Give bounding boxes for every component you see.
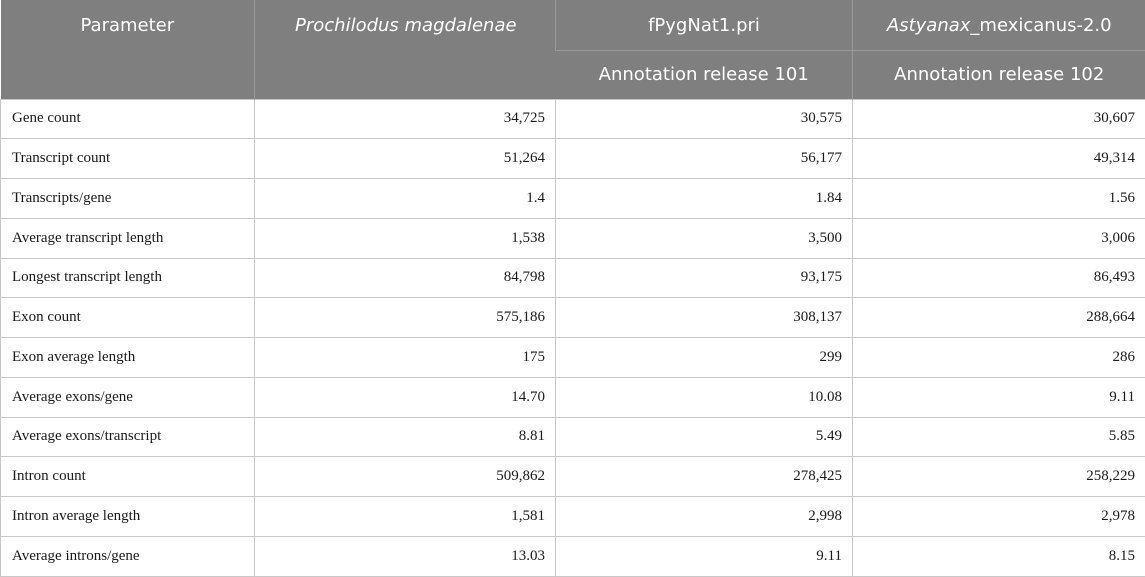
table-row <box>1 218 1145 258</box>
cell-prochilodus: 51,264 <box>255 139 556 179</box>
cell-astyanax: 5.85 <box>853 417 1145 457</box>
header-parameter: Parameter <box>1 0 255 99</box>
cell-fpygnat: 56,177 <box>556 139 853 179</box>
row-label: Intron average length <box>1 497 255 537</box>
cell-fpygnat: 3,500 <box>556 218 853 258</box>
cell-fpygnat: 5.49 <box>556 417 853 457</box>
table-row <box>1 457 1145 497</box>
table-row <box>1 338 1145 378</box>
row-label: Intron count <box>1 457 255 497</box>
cell-astyanax: 288,664 <box>853 298 1145 338</box>
row-label: Average transcript length <box>1 218 255 258</box>
row-label: Average introns/gene <box>1 536 255 576</box>
cell-astyanax: 9.11 <box>853 377 1145 417</box>
table-row <box>1 536 1145 576</box>
cell-astyanax: 30,607 <box>853 99 1145 139</box>
table-row <box>1 497 1145 537</box>
header-release-102: Annotation release 102 <box>853 50 1145 99</box>
table-row <box>1 139 1145 179</box>
cell-astyanax: 86,493 <box>853 258 1145 298</box>
cell-prochilodus: 175 <box>255 338 556 378</box>
row-label: Transcript count <box>1 139 255 179</box>
table-row <box>1 99 1145 139</box>
row-label: Exon count <box>1 298 255 338</box>
header-prochilodus-label: Prochilodus magdalenae <box>295 15 517 36</box>
cell-prochilodus: 34,725 <box>255 99 556 139</box>
cell-fpygnat: 10.08 <box>556 377 853 417</box>
cell-astyanax: 49,314 <box>853 139 1145 179</box>
row-label: Longest transcript length <box>1 258 255 298</box>
cell-prochilodus: 1,538 <box>255 218 556 258</box>
cell-fpygnat: 278,425 <box>556 457 853 497</box>
table-body <box>1 99 1145 576</box>
table-row <box>1 258 1145 298</box>
header-release-101: Annotation release 101 <box>556 50 853 99</box>
header-fpygnat: fPygNat1.pri <box>556 0 853 50</box>
header-astyanax <box>853 0 1145 50</box>
cell-fpygnat: 1.84 <box>556 179 853 219</box>
cell-astyanax: 286 <box>853 338 1145 378</box>
cell-prochilodus: 13.03 <box>255 536 556 576</box>
cell-astyanax: 258,229 <box>853 457 1145 497</box>
cell-prochilodus: 509,862 <box>255 457 556 497</box>
table-row <box>1 179 1145 219</box>
cell-fpygnat: 308,137 <box>556 298 853 338</box>
cell-fpygnat: 9.11 <box>556 536 853 576</box>
cell-prochilodus: 84,798 <box>255 258 556 298</box>
cell-prochilodus: 8.81 <box>255 417 556 457</box>
table-row <box>1 377 1145 417</box>
row-label: Average exons/transcript <box>1 417 255 457</box>
cell-astyanax: 1.56 <box>853 179 1145 219</box>
cell-prochilodus: 1.4 <box>255 179 556 219</box>
row-label: Average exons/gene <box>1 377 255 417</box>
row-label: Exon average length <box>1 338 255 378</box>
cell-astyanax: 2,978 <box>853 497 1145 537</box>
table-row <box>1 298 1145 338</box>
cell-fpygnat: 2,998 <box>556 497 853 537</box>
cell-prochilodus: 575,186 <box>255 298 556 338</box>
cell-fpygnat: 30,575 <box>556 99 853 139</box>
header-astyanax-rest: _mexicanus-2.0 <box>970 15 1111 36</box>
cell-fpygnat: 299 <box>556 338 853 378</box>
header-astyanax-italic: Astyanax <box>887 15 971 36</box>
row-label: Gene count <box>1 99 255 139</box>
table-header <box>1 0 1145 99</box>
cell-astyanax: 8.15 <box>853 536 1145 576</box>
cell-fpygnat: 93,175 <box>556 258 853 298</box>
cell-prochilodus: 1,581 <box>255 497 556 537</box>
table-row <box>1 417 1145 457</box>
header-prochilodus <box>255 0 556 99</box>
row-label: Transcripts/gene <box>1 179 255 219</box>
cell-prochilodus: 14.70 <box>255 377 556 417</box>
cell-astyanax: 3,006 <box>853 218 1145 258</box>
